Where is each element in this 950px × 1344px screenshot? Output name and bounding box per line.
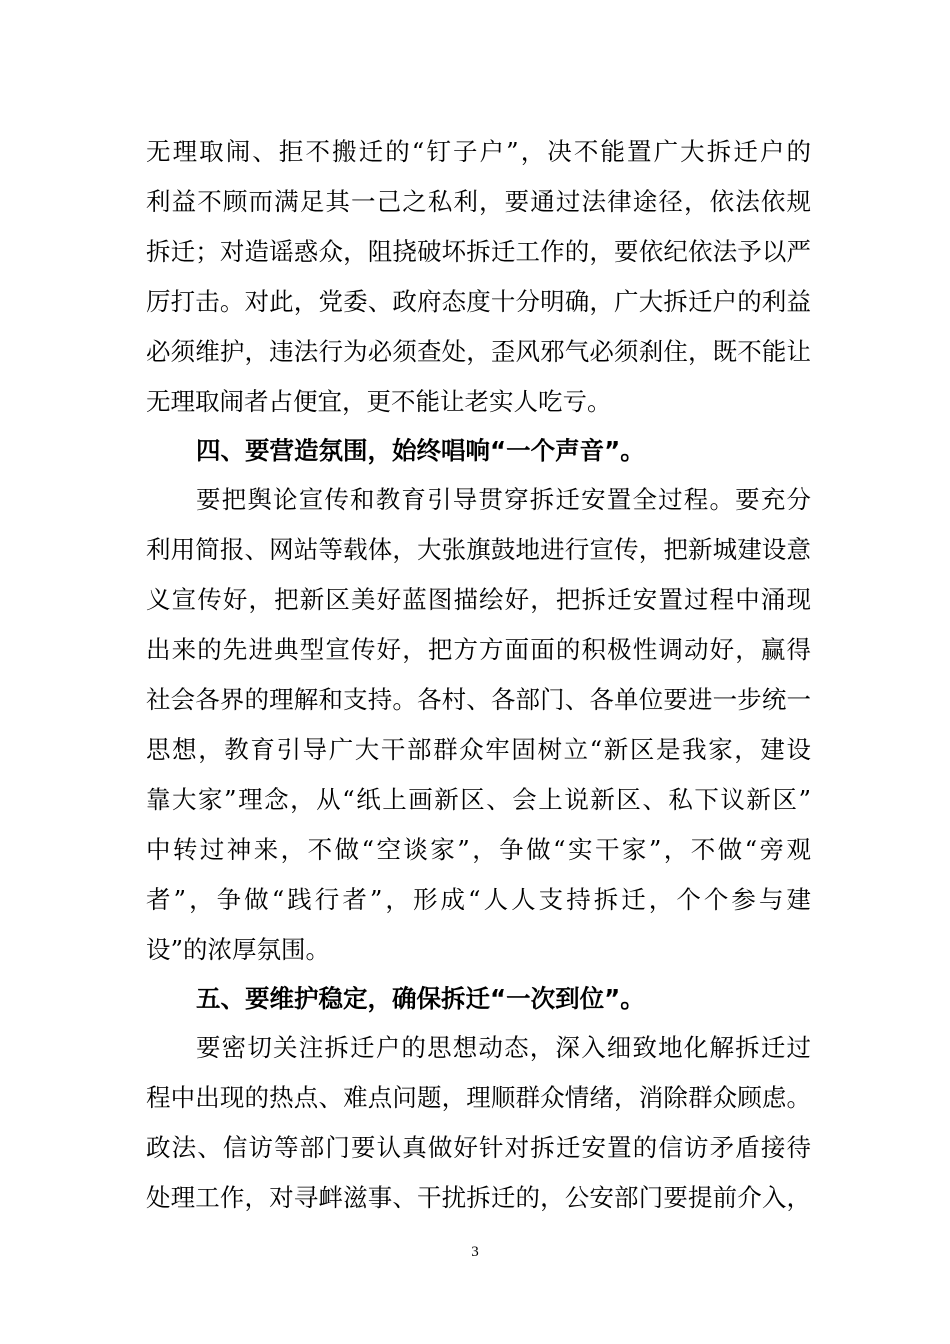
body-text-line: 厉打击。对此，党委、政府态度十分明确，广大拆迁户的利益 [146,287,811,316]
body-text-line: 无理取闹、拒不搬迁的“钉子户”，决不能置广大拆迁户的 [146,137,811,166]
body-text-line: 利用简报、网站等载体，大张旗鼓地进行宣传，把新城建设意 [146,535,811,564]
section-heading-5: 五、要维护稳定，确保拆迁“一次到位”。 [196,984,645,1013]
body-text-line: 利益不顾而满足其一己之私利，要通过法律途径，依法依规 [146,187,811,216]
body-text-line: 社会各界的理解和支持。各村、各部门、各单位要进一步统一 [146,685,811,714]
body-text-line: 处理工作，对寻衅滋事、干扰拆迁的，公安部门要提前介入， [146,1183,811,1212]
body-text-line: 思想，教育引导广大干部群众牢固树立“新区是我家，建设 [146,735,811,764]
body-text-line: 靠大家”理念，从“纸上画新区、会上说新区、私下议新区” [146,785,811,814]
body-text-line: 拆迁；对造谣惑众，阻挠破坏拆迁工作的，要依纪依法予以严 [146,237,811,266]
body-text-line: 政法、信访等部门要认真做好针对拆迁安置的信访矛盾接待 [146,1133,811,1162]
section-heading-4: 四、要营造氛围，始终唱响“一个声音”。 [196,436,645,465]
body-text-line: 程中出现的热点、难点问题，理顺群众情绪，消除群众顾虑。 [146,1083,811,1112]
body-text-line: 出来的先进典型宣传好，把方方面面的积极性调动好，赢得 [146,635,811,664]
body-text-line: 必须维护，违法行为必须查处，歪风邪气必须刹住，既不能让 [146,337,811,366]
body-text-line: 要把舆论宣传和教育引导贯穿拆迁安置全过程。要充分 [196,485,811,514]
page-number: 3 [471,1244,479,1260]
body-text-line: 无理取闹者占便宜，更不能让老实人吃亏。 [146,387,612,416]
body-text-line: 设”的浓厚氛围。 [146,935,331,964]
body-text-line: 要密切关注拆迁户的思想动态，深入细致地化解拆迁过 [196,1033,811,1062]
body-text-line: 义宣传好，把新区美好蓝图描绘好，把拆迁安置过程中涌现 [146,585,811,614]
body-text-line: 中转过神来，不做“空谈家”，争做“实干家”，不做“旁观 [146,835,811,864]
body-text-line: 者”，争做“践行者”，形成“人人支持拆迁，个个参与建 [146,885,811,914]
